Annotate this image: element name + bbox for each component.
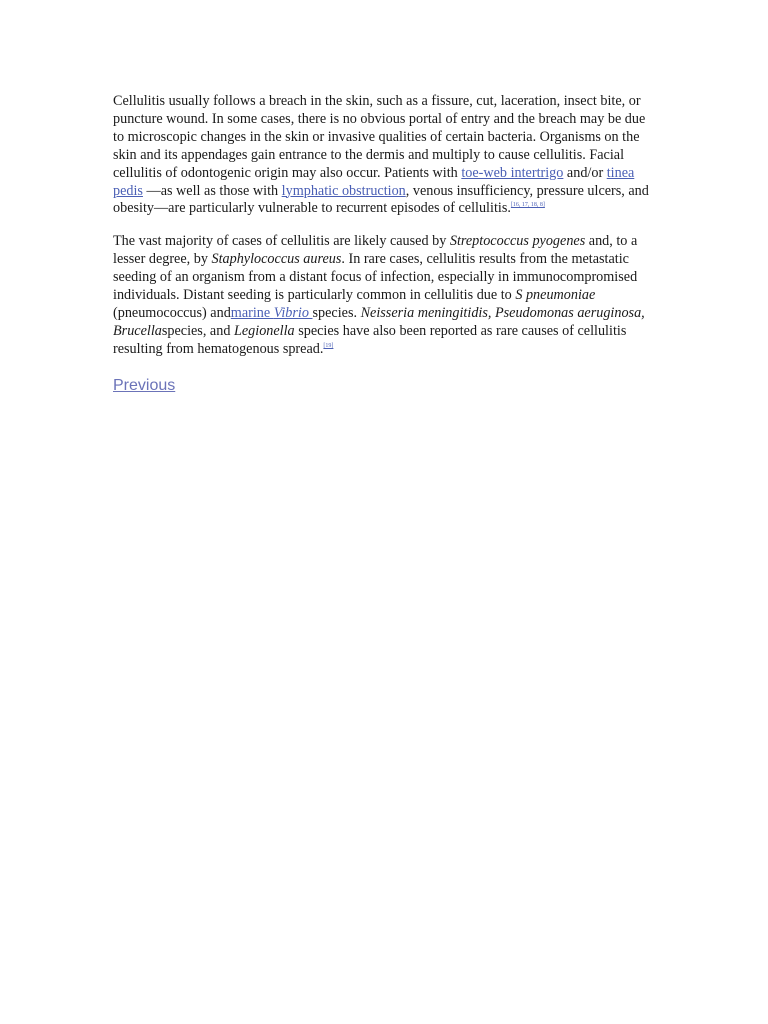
paragraph-1 [113,93,657,218]
paragraph-2 [113,233,657,358]
paragraph-2-text: . In rare cases, cellulitis results from the metastatic seeding of an organism from a distant focus of infection, especially in immunocompromised individuals. Distant seeding is particularly common in cellulitis due to [113,251,638,304]
species-name: Staphylococcus aureus [211,251,342,268]
species-name: Streptococcus pyogenes [449,233,586,250]
previous-link[interactable]: Previous [113,376,176,394]
paragraph-1-text: —as well as those with [142,182,282,199]
paragraph-2-text: species. [312,304,361,321]
link-toe-web-intertrigo[interactable]: toe-web intertrigo [461,164,564,181]
reference-marker [323,343,333,349]
link-marine-vibrio[interactable] [231,305,313,321]
paragraph-2-text: species have also been reported as rare causes of cellulitis resulting from hematogenous spread. [113,322,627,357]
paragraph-2-text: species, and [161,322,234,339]
species-name: Neisseria meningitidis, Pseudomonas aeruginosa, Brucella [113,304,645,339]
paragraph-1-text: Cellulitis usually follows a breach in the skin, such as a fissure, cut, laceration, insect bite, or puncture wound. In some cases, there is no obvious portal of entry and the breach may be due to microscopic changes in the skin or invasive qualities of certain bacteria. Organisms on the skin and its appendages gain entrance to the dermis and multiply to cause cellulitis. Facial cellulitis of odontogenic origin may also occur. Patients with [113,93,646,181]
link-lymphatic-obstruction[interactable]: lymphatic obstruction [281,182,406,199]
link-tinea-pedis[interactable]: tinea pedis [113,164,635,199]
reference-marker [511,202,545,208]
link-marine-text: marine [230,304,274,321]
reference-link[interactable]: [19] [323,342,334,349]
species-name: Legionella [233,322,295,339]
paragraph-1-text: and/or [563,164,607,181]
article-body [113,93,657,396]
reference-link[interactable]: [16, 17, 18, 8] [510,202,545,209]
species-name: S pneumoniae [515,287,596,304]
paragraph-2-text: The vast majority of cases of cellulitis are likely caused by [113,233,450,250]
paragraph-1-text: , venous insufficiency, pressure ulcers, and obesity—are particularly vulnerable to recurrent episodes of cellulitis. [113,182,649,217]
link-vibrio-text: Vibrio [273,304,313,321]
paragraph-2-text: and, to a lesser degree, by [113,233,638,268]
paragraph-2-text: (pneumococcus) and [113,304,231,321]
